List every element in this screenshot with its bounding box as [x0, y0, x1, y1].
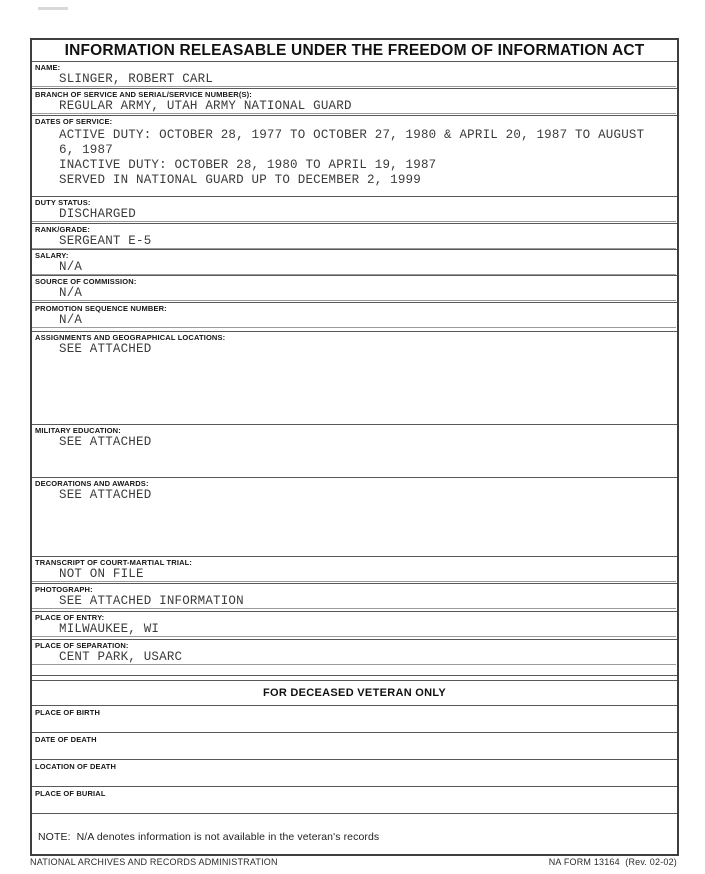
- field-military-education-value: SEE ATTACHED: [59, 435, 152, 449]
- note-row: [32, 813, 677, 854]
- field-duty-status-value: DISCHARGED: [32, 207, 676, 222]
- field-decorations-label: DECORATIONS AND AWARDS:: [35, 479, 149, 488]
- field-rank-grade: [32, 223, 677, 249]
- field-decorations-value: SEE ATTACHED: [59, 488, 152, 502]
- field-date-of-death: [32, 732, 677, 759]
- field-place-of-burial: [32, 786, 677, 813]
- scan-artifact-mark: [38, 7, 68, 10]
- field-military-education: [32, 424, 677, 477]
- field-court-martial-label: TRANSCRIPT OF COURT-MARTIAL TRIAL:: [35, 558, 193, 567]
- field-promotion-value: N/A: [32, 313, 676, 328]
- field-salary-value: N/A: [32, 260, 676, 275]
- footer-agency: NATIONAL ARCHIVES AND RECORDS ADMINISTRATION: [30, 857, 278, 867]
- field-place-of-separation: [32, 639, 677, 675]
- field-place-of-entry-label: PLACE OF ENTRY:: [35, 613, 105, 622]
- field-dates-of-service: [32, 115, 677, 196]
- field-assignments-label: ASSIGNMENTS AND GEOGRAPHICAL LOCATIONS:: [35, 333, 226, 342]
- dates-line: INACTIVE DUTY: OCTOBER 28, 1980 TO APRIL 19, 1987: [59, 158, 437, 172]
- field-assignments: [32, 331, 677, 424]
- field-name: [32, 61, 677, 88]
- field-branch-value: REGULAR ARMY, UTAH ARMY NATIONAL GUARD: [32, 99, 676, 114]
- dates-line: SERVED IN NATIONAL GUARD UP TO DECEMBER 2, 1999: [59, 173, 421, 187]
- field-name-label: NAME:: [35, 63, 61, 72]
- field-source-of-commission: [32, 275, 677, 302]
- form-footer: [30, 857, 677, 867]
- field-source-of-commission-label: SOURCE OF COMMISSION:: [35, 277, 137, 286]
- note-text: NOTE: N/A denotes information is not available in the veteran's records: [38, 831, 380, 843]
- field-photograph: [32, 583, 677, 611]
- foia-form: [30, 38, 679, 856]
- field-place-of-birth: [32, 705, 677, 732]
- field-branch-label: BRANCH OF SERVICE AND SERIAL/SERVICE NUMBER(S):: [35, 90, 252, 99]
- footer-form-number: NA FORM 13164 (Rev. 02-02): [548, 857, 677, 867]
- field-branch: [32, 88, 677, 115]
- deceased-section-header-row: [32, 680, 677, 705]
- field-source-of-commission-value: N/A: [32, 286, 676, 301]
- field-dates-label: DATES OF SERVICE:: [35, 117, 113, 126]
- field-court-martial-value: NOT ON FILE: [32, 567, 676, 582]
- field-location-of-death: [32, 759, 677, 786]
- field-assignments-value: SEE ATTACHED: [59, 342, 152, 356]
- dates-line: ACTIVE DUTY: OCTOBER 28, 1977 TO OCTOBER 27, 1980 & APRIL 20, 1987 TO AUGUST: [59, 128, 645, 142]
- form-title-row: [32, 40, 677, 61]
- field-location-of-death-label: LOCATION OF DEATH: [35, 762, 117, 771]
- field-rank-grade-label: RANK/GRADE:: [35, 225, 90, 234]
- field-place-of-birth-label: PLACE OF BIRTH: [35, 708, 101, 717]
- field-place-of-burial-label: PLACE OF BURIAL: [35, 789, 106, 798]
- field-place-of-separation-value: CENT PARK, USARC: [32, 650, 676, 665]
- field-photograph-label: PHOTOGRAPH:: [35, 585, 93, 594]
- field-salary-label: SALARY:: [35, 251, 69, 260]
- field-salary: [32, 249, 677, 275]
- field-decorations-awards: [32, 477, 677, 556]
- field-name-value: SLINGER, ROBERT CARL: [32, 72, 676, 87]
- field-promotion-sequence-number: [32, 302, 677, 331]
- deceased-section-header: FOR DECEASED VETERAN ONLY: [262, 687, 447, 699]
- field-duty-status: [32, 196, 677, 223]
- field-court-martial: [32, 556, 677, 583]
- form-title: INFORMATION RELEASABLE UNDER THE FREEDOM OF INFORMATION ACT: [64, 42, 645, 59]
- field-military-education-label: MILITARY EDUCATION:: [35, 426, 121, 435]
- field-duty-status-label: DUTY STATUS:: [35, 198, 91, 207]
- field-place-of-separation-label: PLACE OF SEPARATION:: [35, 641, 129, 650]
- field-place-of-entry-value: MILWAUKEE, WI: [32, 622, 676, 637]
- dates-line: 6, 1987: [59, 143, 113, 157]
- field-promotion-label: PROMOTION SEQUENCE NUMBER:: [35, 304, 167, 313]
- field-photograph-value: SEE ATTACHED INFORMATION: [32, 594, 676, 609]
- field-dates-value: [32, 126, 677, 188]
- field-date-of-death-label: DATE OF DEATH: [35, 735, 97, 744]
- field-place-of-entry: [32, 611, 677, 639]
- field-rank-grade-value: SERGEANT E-5: [32, 234, 676, 249]
